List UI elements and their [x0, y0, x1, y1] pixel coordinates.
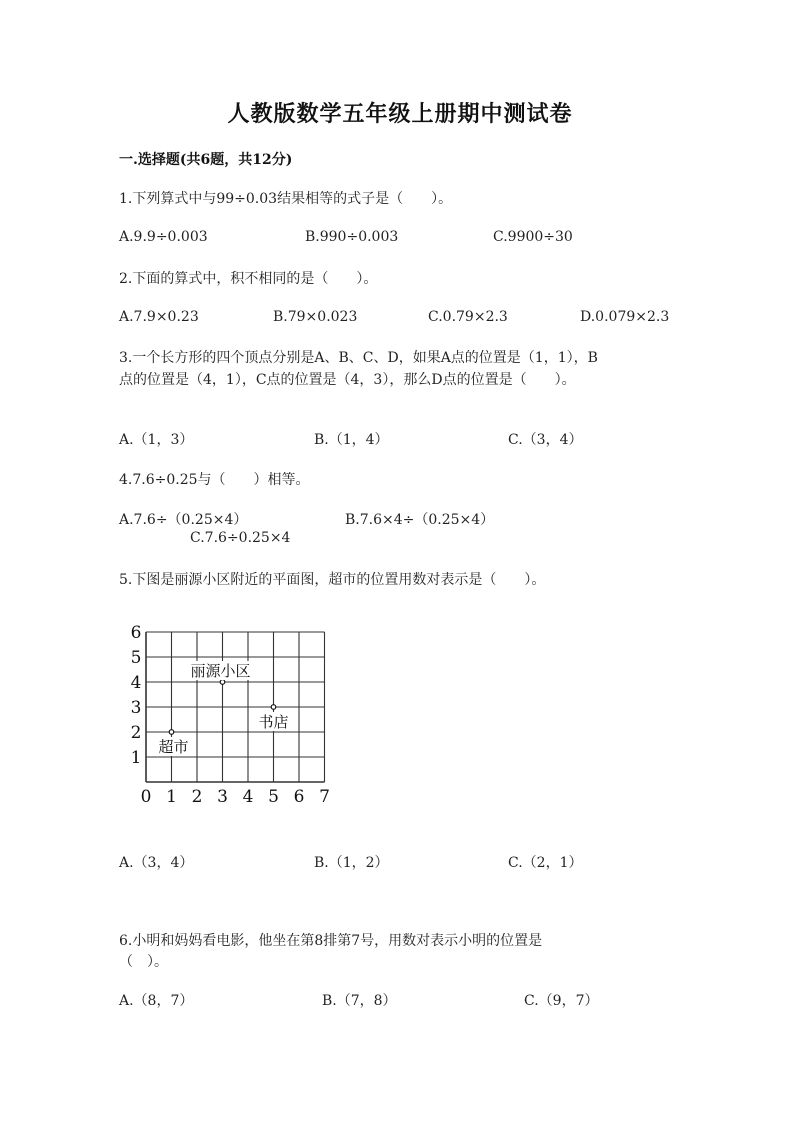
question-3-option-b: B.（1，4） — [314, 432, 389, 448]
question-6-stem-line-1: 6.小明和妈妈看电影，他坐在第8排第7号，用数对表示小明的位置是 — [119, 933, 543, 949]
question-3-stem-line-1: 3.一个长方形的四个顶点分别是A、B、C、D，如果A点的位置是（1，1），B — [119, 350, 598, 366]
y-tick-label: 6 — [130, 623, 142, 643]
place-label: 丽源小区 — [190, 662, 251, 680]
question-1-option-c: C.9900÷30 — [493, 229, 573, 245]
x-tick-label: 6 — [293, 787, 305, 807]
location-map-grid — [126, 620, 336, 810]
x-tick-label: 0 — [140, 787, 152, 807]
question-4-option-b: B.7.6×4÷（0.25×4） — [345, 512, 495, 528]
question-6-option-b: B.（7，8） — [322, 993, 397, 1009]
place-point — [220, 680, 225, 685]
question-1-stem: 1.下列算式中与99÷0.03结果相等的式子是（ ）。 — [119, 191, 453, 207]
section-heading: 一.选择题(共6题，共12分) — [119, 152, 293, 168]
place-point — [169, 730, 174, 735]
question-5-option-b: B.（1，2） — [314, 855, 389, 871]
y-tick-label: 1 — [130, 748, 142, 768]
question-1-option-a: A.9.9÷0.003 — [119, 229, 208, 245]
x-tick-label: 7 — [319, 787, 330, 807]
place-label: 超市 — [158, 738, 189, 756]
question-3-option-a: A.（1，3） — [119, 432, 194, 448]
page-title: 人教版数学五年级上册期中测试卷 — [227, 101, 573, 127]
question-2-option-d: D.0.079×2.3 — [580, 309, 670, 325]
place-point — [271, 705, 276, 710]
y-tick-label: 4 — [130, 673, 142, 693]
y-tick-label: 2 — [130, 723, 142, 743]
x-tick-label: 1 — [166, 787, 177, 807]
x-tick-label: 4 — [242, 787, 254, 807]
x-tick-label: 2 — [191, 787, 203, 807]
question-6-option-a: A.（8，7） — [119, 993, 194, 1009]
question-2-option-c: C.0.79×2.3 — [428, 309, 508, 325]
question-6-option-c: C.（9，7） — [524, 993, 599, 1009]
question-3-stem-line-2: 点的位置是（4，1），C点的位置是（4，3），那么D点的位置是（ ）。 — [119, 372, 576, 388]
question-4-stem: 4.7.6÷0.25与（ ）相等。 — [119, 472, 310, 488]
y-tick-label: 5 — [130, 648, 142, 668]
question-2-stem: 2.下面的算式中，积不相同的是（ ）。 — [119, 271, 378, 287]
question-2-option-a: A.7.9×0.23 — [119, 309, 199, 325]
question-5-stem: 5.下图是丽源小区附近的平面图，超市的位置用数对表示是（ ）。 — [119, 572, 546, 588]
question-4-option-c: C.7.6÷0.25×4 — [190, 530, 291, 546]
x-tick-label: 3 — [217, 787, 228, 807]
question-2-option-b: B.79×0.023 — [273, 309, 358, 325]
x-tick-label: 5 — [268, 787, 279, 807]
question-5-option-a: A.（3，4） — [119, 855, 194, 871]
place-label: 书店 — [258, 713, 289, 731]
y-tick-label: 3 — [130, 698, 142, 718]
question-4-option-a: A.7.6÷（0.25×4） — [119, 512, 248, 528]
question-3-option-c: C.（3，4） — [508, 432, 583, 448]
question-5-option-c: C.（2，1） — [508, 855, 583, 871]
location-map-figure — [126, 620, 336, 810]
question-1-option-b: B.990÷0.003 — [305, 229, 399, 245]
question-6-stem-line-2: （ ）。 — [119, 954, 168, 970]
